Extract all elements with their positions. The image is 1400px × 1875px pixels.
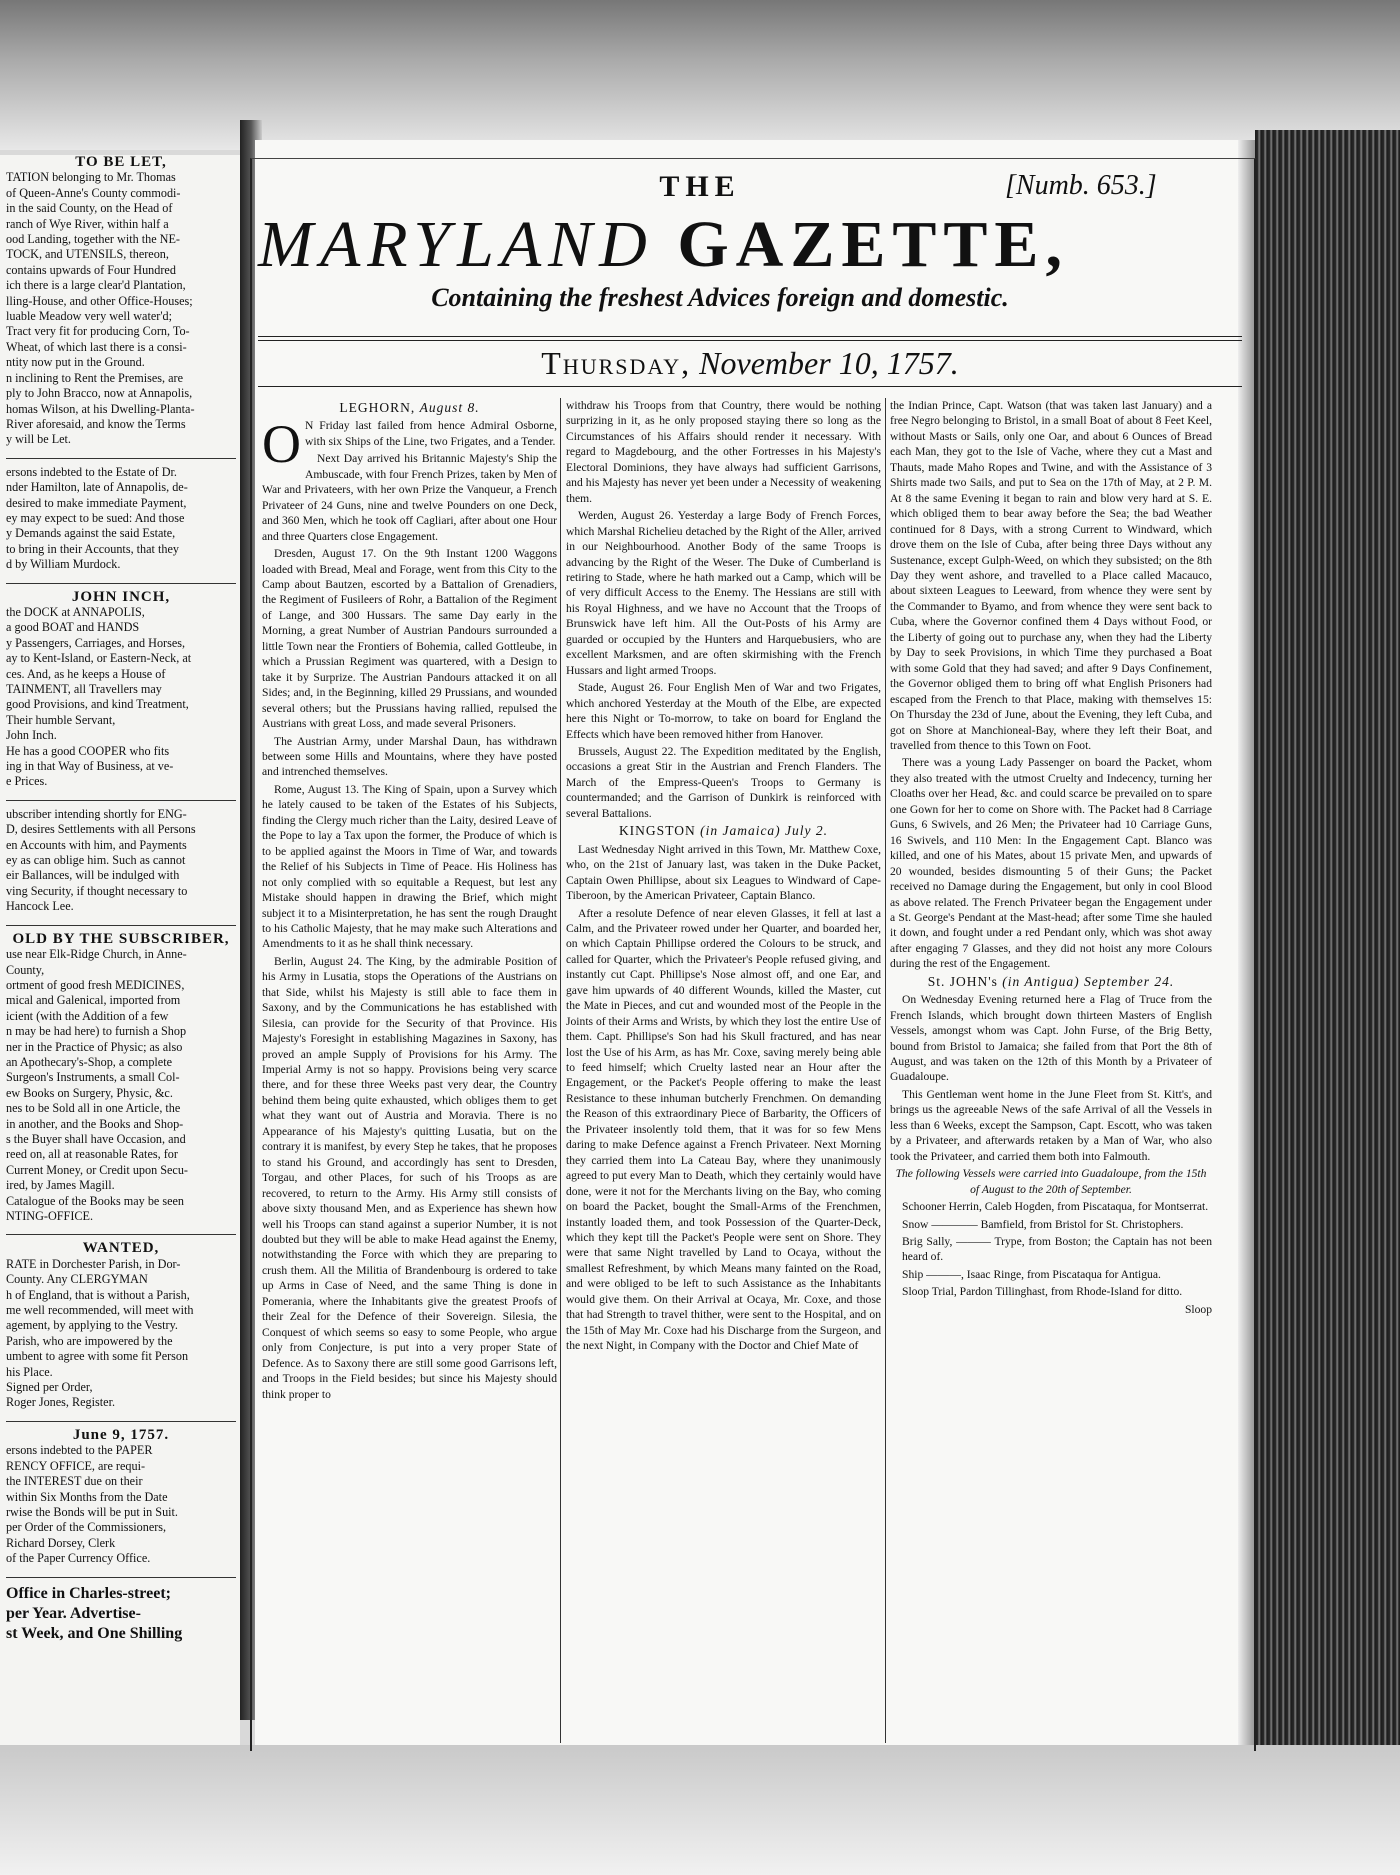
vessel-entry: Ship ———, Isaac Ringe, from Piscataqua for Antigua.: [902, 1267, 1161, 1281]
notice-line: TO BE LET,: [75, 155, 167, 170]
newspaper-title: [258, 210, 1218, 280]
notice-line: WANTED,: [82, 1241, 160, 1257]
notice-line: reed on, all at reasonable Rates, for: [6, 1147, 178, 1162]
notice-line: Office in Charles-street;: [6, 1584, 171, 1602]
notice-line: mical and Galenical, imported from: [6, 993, 181, 1008]
title-maryland: MARYLAND: [258, 208, 654, 281]
left-page-notice: [6, 807, 236, 915]
kingston-heading: [566, 823, 881, 838]
article-para: This Gentleman went home in the June Fleet from St. Kitt's, and brings us the agreeable News of the safe Arrival of all the Vessels in less than 6 Weeks, except the Sampson, Capt. Escott, who was taken by a Privateer, and afterwards retaken by a Man of War, who also took the Privateer, and carried them both into Falmouth.: [890, 1087, 1212, 1163]
column-divider: [560, 398, 561, 1743]
left-page-notice: [6, 1428, 236, 1567]
notice-line: icient (with the Addition of a few: [6, 1008, 169, 1023]
notice-line: Tract very fit for producing Corn, To-: [6, 324, 190, 339]
notice-line: en Accounts with him, and Payments: [6, 837, 187, 852]
notice-divider: [6, 1234, 236, 1235]
notice-line: ing in that Way of Business, at ve-: [6, 759, 174, 774]
notice-line: per Order of the Commissioners,: [6, 1520, 167, 1535]
notice-divider: [6, 800, 236, 801]
notice-line: n may be had here) to furnish a Shop: [6, 1024, 187, 1039]
notice-line: ces. And, as he keeps a House of: [6, 666, 166, 681]
notice-line: TAINMENT, all Travellers may: [6, 682, 162, 696]
article-para: Berlin, August 24. The King, by the admirable Position of his Army in Lusatia, stops the Operations of the Austrians on that Side, whilst his Majesty is still able to face them in Saxony, and by the Communications he has established with Silesia, can provide for the Security of that Province. His Majesty's Foresight in establishing Magazines in Saxony, has proved an ample Supply of Provisions for his Army. The Imperial Army is not so happy. Provisions being very scarce there, and for these three Weeks past very dear, the Country behind them being quite exhausted, which obliges them to get what they want out of Austria and Moravia. There is no Appearance of his Majesty's quitting Lusatia, but on the contrary it is manifest, by every Step he takes, that he proposes to stand his Ground, and accordingly has sent to Dresden, Torgau, and other Places, for such of his Troops as are recovered, to return to the Army. His Army still consists of above sixty thousand Men, and as Experience has shewn how well his Troops can stand against a superior Number, it is not doubted but they will be able to make Head against the Enemy, notwithstanding the Force with which they are preparing to crush them. All the Militia of Brandenbourg is ordered to take up Arms in Case of Need, and the same Thing is done in Pomerania, where the Inhabitants give the greatest Proofs of their Zeal for the Defence of their Sovereign. Silesia, the Conquest of which seems so easy to some People, who argue only from Conjecture, is put into a very proper State of Defence. As to Saxony there are still some good Garrisons left, and Troops in the Field besides; but since his Majesty should think proper to: [262, 954, 557, 1401]
kingston-heading-place: KINGSTON: [618, 823, 696, 839]
dateline: [258, 342, 1242, 384]
notice-line: TATION belonging to Mr. Thomas: [6, 170, 176, 185]
article-para: withdraw his Troops from that Country, there would be nothing surprizing in it, as he only proposed staying there so long as the Circumstances of his Affairs should render it necessary. With regard to Magdebourg, and the other Fortresses in his Majesty's Electoral Dominions, they have always had sufficient Garrisons, and his Majesty has never yet been under a Necessity of weakening them.: [566, 399, 881, 505]
notice-line: Roger Jones, Register.: [6, 1395, 115, 1410]
vessels-intro: The following Vessels were carried into Guadaloupe, from the 15th of August to the 20th of September.: [895, 1167, 1207, 1196]
leghorn-heading: [262, 400, 557, 415]
notice-line: Catalogue of the Books may be seen: [6, 1193, 185, 1208]
notice-line: a good BOAT and HANDS: [6, 620, 140, 635]
notice-line: contains upwards of Four Hundred: [6, 262, 176, 277]
left-page-columns: [0, 155, 240, 1644]
notice-line: ubscriber intending shortly for ENG-: [6, 806, 187, 821]
notice-line: ersons indebted to the Estate of Dr.: [6, 464, 177, 479]
notice-line: ersons indebted to the PAPER: [6, 1443, 153, 1458]
notice-line: s the Buyer shall have Occasion, and: [6, 1131, 186, 1146]
vessel-entry: Sloop Trial, Pardon Tillinghast, from Rhode-Island for ditto.: [902, 1285, 1183, 1299]
notice-line: TOCK, and UTENSILS, thereon,: [6, 247, 169, 262]
notice-line: y will be Let.: [6, 432, 71, 447]
notice-line: luable Meadow very well water'd;: [6, 309, 172, 324]
notice-divider: [6, 1577, 236, 1578]
notice-line: to bring in their Accounts, that they: [6, 541, 179, 556]
notice-line: umbent to agree with some fit Person: [6, 1349, 189, 1364]
notice-line: nder Hamilton, late of Annapolis, de-: [6, 480, 188, 495]
notice-line: ew Books on Surgery, Physic, &c.: [6, 1085, 173, 1100]
notice-line: n inclining to Rent the Premises, are: [6, 370, 184, 385]
left-page-notice: [6, 155, 236, 448]
notice-line: an Apothecary's-Shop, a complete: [6, 1054, 173, 1069]
notice-line: Parish, who are impowered by the: [6, 1333, 173, 1348]
issue-number: [Numb. 653.]: [1005, 170, 1157, 201]
notice-line: ortment of good fresh MEDICINES,: [6, 977, 185, 992]
kingston-heading-date: (in Jamaica) July 2.: [700, 823, 829, 839]
notice-line: of Queen-Anne's County commodi-: [6, 185, 181, 200]
notice-line: D, desires Settlements with all Persons: [6, 822, 196, 837]
notice-line: Hancock Lee.: [6, 899, 74, 914]
notice-line: in another, and the Books and Shop-: [6, 1116, 184, 1131]
notice-line: the DOCK at ANNAPOLIS,: [6, 604, 145, 619]
notice-line: ey as can oblige him. Such as cannot: [6, 853, 186, 868]
dateline-day: Thursday,: [541, 345, 692, 381]
article-para: The Austrian Army, under Marshal Daun, has withdrawn between some Hills and Mountains, where they have posted and intrenched themselves.: [262, 734, 557, 779]
notice-line: Their humble Servant,: [6, 712, 116, 727]
catchword: Sloop: [1184, 1302, 1212, 1316]
article-para: Next Day arrived his Britannic Majesty's Ship the Ambuscade, with four French Prizes, taken by Men of War and Privateers, with her own Prize the Vanqueur, a French Privateer of 24 Guns, nine and twelve Pounders on one Deck, and 360 Men, which he took off Cagliari, after about one Hour and three Quarters close Engagement.: [262, 452, 557, 543]
notice-line: ving Security, if thought necessary to: [6, 883, 188, 898]
masthead-the: THE: [659, 170, 741, 203]
dateline-date: November 10, 1757.: [699, 345, 959, 381]
notice-line: desired to make immediate Payment,: [6, 495, 187, 510]
leghorn-heading-place: LEGHORN,: [339, 400, 416, 415]
notice-line: y Demands against the said Estate,: [6, 526, 176, 541]
notice-line: ay to Kent-Island, or Eastern-Neck, at: [6, 651, 192, 666]
notice-line: h of England, that is without a Parish,: [6, 1287, 190, 1302]
notice-line: RENCY OFFICE, are requi-: [6, 1458, 146, 1473]
column-divider: [885, 398, 886, 1743]
left-page-notice: [6, 465, 236, 573]
dateline-rule: [258, 386, 1242, 387]
article-para: On Wednesday Evening returned here a Flag of Truce from the French Islands, which brought down thirteen Masters of English Vessels, amongst whom was Capt. John Furse, of the Brig Betty, bound from Bristol to Jamaica; she failed from that Port the 8th of August, and was taken on the 12th of this Month by a Privateer of Guadaloupe.: [890, 993, 1212, 1084]
notice-line: homas Wilson, at his Dwelling-Planta-: [6, 401, 195, 416]
notice-line: ired, by James Magill.: [6, 1178, 115, 1193]
notice-line: ich there is a large clear'd Plantation,: [6, 278, 186, 293]
notice-divider: [6, 1421, 236, 1422]
left-page-notice: [6, 932, 236, 1225]
page-edges: [1255, 130, 1400, 1780]
notice-line: Surgeon's Instruments, a small Col-: [6, 1070, 180, 1085]
vessel-entry: Schooner Herrin, Caleb Hogden, from Piscataqua, for Montserrat.: [902, 1200, 1209, 1214]
stjohns-heading-date: (in Antigua) September 24.: [1002, 973, 1175, 989]
notice-line: He has a good COOPER who fits: [6, 743, 170, 758]
article-para: Dresden, August 17. On the 9th Instant 1200 Waggons loaded with Bread, Meal and Forage, went from this City to the Camp about Bautzen, escorted by a Battalion of Grenadiers, the Regiment of Fusileers of Rohr, a Battalion of the Regiment of Lange, and 300 Hussars. The same Day early in the Morning, a great Number of Austrian Pandours surrounded a little Town near the Frontiers of Bohemia, called Gottleube, in which a Prussian Regiment was quartered, with a Design to take it by Surprize. The Austrian Pandours attacked it on all Sides; and, in the Beginning, killed 29 Prussians, and wounded several others; but the Prussians having rallied, repulsed the Austrians with great Loss, and made several Prisoners.: [262, 547, 557, 731]
vessel-entry: Snow ———— Bamfield, from Bristol for St. Christophers.: [902, 1217, 1184, 1231]
notice-line: use near Elk-Ridge Church, in Anne-: [6, 947, 187, 962]
notice-line: Wheat, of which last there is a consi-: [6, 339, 187, 354]
article-para: Brussels, August 22. The Expedition meditated by the English, occasions a great Stir in the Austrian and French Flanders. The March of the Empress-Queen's Troops to Germany is countermanded; and the Garrison of Dunkirk is reinforced with several Battalions.: [566, 744, 881, 820]
column-2: [566, 398, 881, 1743]
scan-shadow-top: [0, 0, 1400, 150]
article-para: [262, 414, 557, 475]
left-page-fragment: [0, 155, 240, 1745]
notice-line: nes to be Sold all in one Article, the: [6, 1101, 181, 1116]
left-page-notice: [6, 1584, 236, 1644]
notice-line: his Place.: [6, 1364, 53, 1379]
leghorn-heading-date: August 8.: [419, 400, 480, 415]
para-text: N Friday last failed from hence Admiral Osborne, with six Ships of the Line, two Frigates, and a Tender.: [305, 419, 557, 448]
notice-line: River aforesaid, and know the Terms: [6, 416, 186, 431]
notice-line: rwise the Bonds will be put in Suit.: [6, 1504, 178, 1519]
notice-divider: [6, 583, 236, 584]
stjohns-heading-place: St. JOHN's: [927, 973, 998, 989]
title-gazette: GAZETTE,: [677, 208, 1069, 281]
notice-line: County,: [6, 962, 45, 977]
stjohns-heading: [890, 974, 1212, 989]
notice-line: ner in the Practice of Physic; as also: [6, 1039, 183, 1054]
notice-line: e Prices.: [6, 774, 48, 789]
notice-line: JOHN INCH,: [71, 589, 171, 605]
notice-line: the INTEREST due on their: [6, 1474, 143, 1489]
article-para: Last Wednesday Night arrived in this Town, Mr. Matthew Coxe, who, on the 21st of January last, was taken in the Duke Packet, Captain Owen Phillipse, about six Leagues to Windward of Cape-Tiberoon, by the American Privateer, Captain Blanco.: [566, 842, 881, 903]
notice-line: y Passengers, Carriages, and Horses,: [6, 635, 186, 650]
notice-line: in the said County, on the Head of: [6, 201, 173, 216]
notice-line: ntity now put in the Ground.: [6, 355, 145, 370]
notice-line: ranch of Wye River, within half a: [6, 216, 169, 231]
notice-line: good Provisions, and kind Treatment,: [6, 697, 189, 712]
notice-line: ood Landing, together with the NE-: [6, 232, 180, 247]
notice-line: st Week, and One Shilling: [6, 1624, 183, 1642]
drop-cap: O: [262, 414, 301, 475]
article-para: Stade, August 26. Four English Men of War and two Frigates, which anchored Yesterday at the Mouth of the Elbe, are expected here this Night or To-morrow, to take on board for England the Effects which have been removed hither from Hanover.: [566, 681, 881, 741]
article-para: There was a young Lady Passenger on board the Packet, whom they also treated with the utmost Cruelty and Indecency, turning her Cloaths over her Head, &c. and could scarce be prevailed on to spare one Gown for her to come on Shore with. The Packet had 8 Carriage Guns, 6 Swivels, and 26 Men; the Privateer had 10 Carriage Guns, 16 Swivels, and 110 Men: In the Engagement Capt. Blanco was killed, and one of his Mates, about 15 private Men, and upwards of 20 wounded, besides dismounting 5 of their Guns; the Packet received no Damage during the Engagement, but only in cool Blood as above related. The French Privateer began the Engagement under a St. George's Pendant at the Mast-head; after some Time she hauled it down, and fought under a red Pendant only, which was shot away after engaging 7 Glasses, and they did not hoist any more Colours during the rest of the Engagement.: [890, 756, 1212, 971]
article-para: Werden, August 26. Yesterday a large Body of French Forces, which Marshal Richelieu detached by the Right of the Aller, arrived in our Neighbourhood. Another Body of the same Troops is advancing by the Right of the Weser. The Duke of Cumberland is retiring to Stade, where he hath marked out a Camp, which will be of very difficult Access to the Enemy. The Hessians are still with his Royal Highness, and we have no Account that the Troops of Brunswick have left him. All the Out-Posts of his Army are guarded or occupied by the Hunters and Harquebusiers, who are excellent Marksmen, and are often skirmishing with the French Hussars and light armed Troops.: [566, 509, 881, 677]
notice-line: OLD BY THE SUBSCRIBER,: [12, 931, 230, 947]
notice-line: County. Any CLERGYMAN: [6, 1272, 148, 1287]
notice-line: me well recommended, will meet with: [6, 1303, 194, 1318]
notice-line: ply to John Bracco, now at Annapolis,: [6, 386, 193, 401]
left-page-notice: [6, 590, 236, 790]
notice-line: Current Money, or Credit upon Secu-: [6, 1162, 188, 1177]
notice-line: June 9, 1757.: [72, 1427, 170, 1443]
notice-line: NTING-OFFICE.: [6, 1209, 94, 1223]
notice-line: agement, by applying to the Vestry.: [6, 1318, 178, 1333]
notice-line: John Inch.: [6, 728, 57, 743]
notice-line: Richard Dorsey, Clerk: [6, 1535, 116, 1550]
column-3: [890, 398, 1212, 1743]
notice-line: per Year. Advertise-: [6, 1604, 141, 1622]
left-page-notice: [6, 1241, 236, 1410]
notice-line: ey may expect to be sued: And those: [6, 510, 185, 525]
notice-line: d by William Murdock.: [6, 557, 121, 572]
masthead-rule: [258, 340, 1242, 341]
notice-divider: [6, 458, 236, 459]
notice-line: lling-House, and other Office-Houses;: [6, 293, 193, 308]
article-para: Rome, August 13. The King of Spain, upon a Survey which he lately caused to be taken of the Estates of his Subjects, finding the Clergy much richer than the Laity, desired Leave of the Pope to lay a Tax upon the former, the Produce of which is to be applied against the Moors in Time of War, and towards the Relief of his Subjects in Time of Peace. His Holiness has not only complied with so equitable a Request, but lest any Mistake should happen in drawing the Brief, which might subject it to a Misinterpretation, he has sent the rough Draught to his Catholic Majesty, that he may make such Alterations and Amendments to it as he shall think necessary.: [262, 782, 557, 951]
notice-line: eir Ballances, will be indulged with: [6, 868, 180, 883]
newspaper-subtitle: Containing the freshest Advices foreign and domestic.: [431, 283, 1009, 312]
column-1: [262, 398, 557, 1743]
masthead-rule: [258, 336, 1242, 337]
notice-divider: [6, 925, 236, 926]
notice-line: Signed per Order,: [6, 1380, 93, 1395]
notice-line: within Six Months from the Date: [6, 1489, 168, 1504]
article-para: After a resolute Defence of near eleven Glasses, it fell at last a Calm, and the Privateer rowed under her Quarter, and boarded her, on which Captain Phillipse ordered the Colours to be struck, and called for Quarter, which the Privateer's People refused giving, and instantly cut Capt. Phillipse's Nose almost off, and one Ear, and gave him upwards of 40 different Wounds, killed the Master, cut the Mate in Pieces, and cut and wounded most of the People in the Joints of their Arms and Wrists, by which they lost the entire Use of them. Capt. Phillipse's Son had his Skull fractured, and has near lost the Use of his Arm, as has Mr. Coxe, saving merely being able to feed himself; which Cruelty lasted near an Hour after the Engagement, or the Packet's People offering to make the least Resistance to these inhuman butcherly Frenchmen. On demanding the Reason of this extraordinary Piece of Barbarity, the Officers of the Privateer insolently told them, that it was for so few Mens daring to make Defence against a French Privateer. Next Morning they carried them into La Cateau Bay, where they unanimously agreed to put every Man to Death, which they certainly would have done, were it not for the Merchants living on the Bay, who coming on board the Packet, bought the Small-Arms of the Frenchmen, instantly loaded them, and took Possession of the Quarter-Deck, which they kept till the Packet's People were sent on Shore. They were that same Night travelled by Land to Ocaya, without the smallest Refreshment, by which Means many fainted on the Road, and were obliged to be left to such Assistance as the Inhabitants would give them. On their Arrival at Ocaya, Mr. Coxe, and those that had Strength to travel thither, were sent to the Hospital, and on the 15th of May Mr. Coxe had his Discharge from the Surgeon, and the next Night, in Company with the Doctor and Chief Mate of: [566, 906, 881, 1353]
notice-line: RATE in Dorchester Parish, in Dor-: [6, 1256, 181, 1271]
scan-bottom-margin: [0, 1745, 1400, 1875]
article-para: the Indian Prince, Capt. Watson (that was taken last January) and a free Negro belonging to Bristol, in a small Boat of about 8 Feet Keel, without Masts or Sails, only one Oar, and about 6 Ounces of Bread each Man, they got to the Isle of Vache, where they cut a Mast and Thauts, made Maho Ropes and Twine, and with the Assistance of 3 Shirts made two Sails, and put to Sea on the 17th of May, at 2 P. M. At 8 the same Evening it began to rain and blow very hard at S. E. which obliged them to bear away before the Sea; the bad Weather continued for 8 Days, with a strong Current to Windward, which drove them on the Isle of Cuba, after being three Days without any Sustenance, except Gulph-Weed, on which they subsisted; on the 8th Day they went ashore, and travelled to a Place called Macauco, about sixteen Leagues to Leeward, from whence they were sent by the Commander to Byamo, and from whence they were sent back to Cuba, where the Governor confined them 4 Days without Food, or the Liberty of going out to purchase any, when they had the Liberty by Day to seek Provisions, in which Time they purchased a Boat with some Gold that they had saved; and after 9 Days Confinement, the Governor obliged them to bring off what English Prisoners had escaped from the French to that Place, making with themselves 15: On Thursday the 23d of June, about the Evening, they left Cuba, and got on Shore at Manchioneal-Bay, where they left their Boat, and travelled from thence to this Town on Foot.: [890, 399, 1212, 752]
vessel-entry: Brig Sally, ——— Trype, from Boston; the Captain has not been heard of.: [902, 1235, 1212, 1264]
notice-line: of the Paper Currency Office.: [6, 1551, 151, 1566]
